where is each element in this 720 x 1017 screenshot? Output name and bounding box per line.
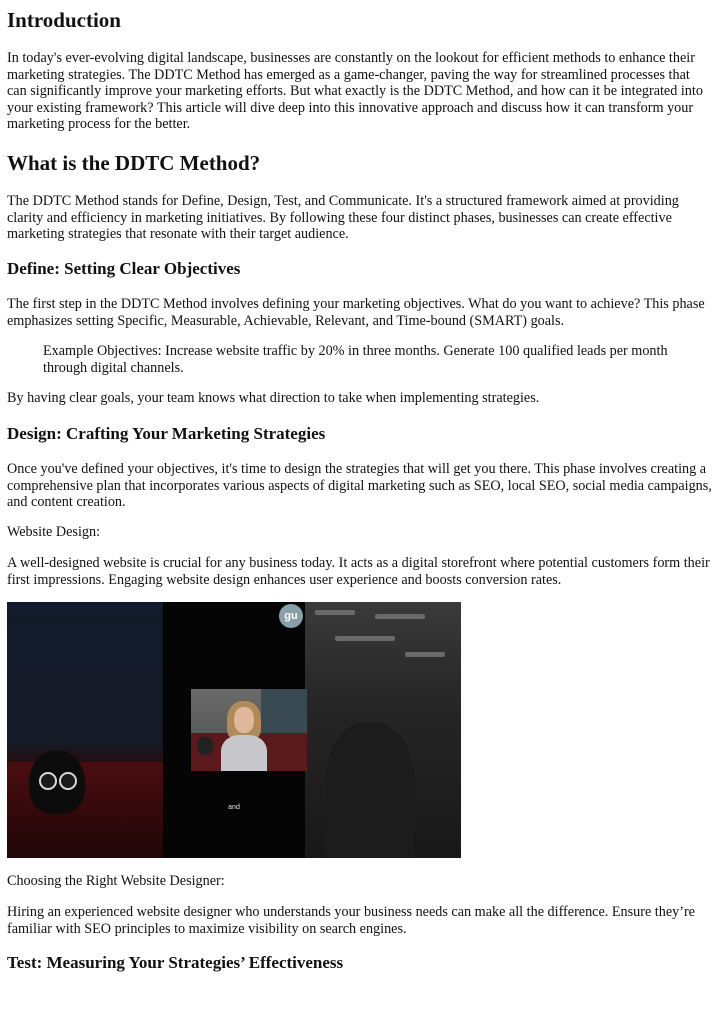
- paragraph-clear-goals: By having clear goals, your team knows what direction to take when implementing strategies.: [7, 390, 540, 406]
- toy-figure: [29, 750, 85, 814]
- video-caption: and: [228, 804, 240, 811]
- video-speaker-frame: [191, 689, 307, 771]
- paragraph-what-is-ddtc: The DDTC Method stands for Define, Design, Test, and Communicate. It's a structured framework aimed at providing clarity and efficiency in marketing initiatives. By following these four distinct phases, businesses can create effective marketing strategies that resonate with their target audience.: [7, 193, 679, 243]
- embedded-video-thumbnail[interactable]: [7, 602, 461, 858]
- blurred-person: [325, 722, 415, 858]
- heading-what-is-ddtc: What is the DDTC Method?: [7, 151, 261, 175]
- paragraph-choosing-designer: Hiring an experienced website designer who understands your business needs can make all the difference. Ensure they’re familiar with SEO principles to maximize visibility on search engines.: [7, 904, 695, 937]
- video-left-panel: [7, 602, 163, 858]
- heading-define: Define: Setting Clear Objectives: [7, 259, 241, 278]
- heading-design: Design: Crafting Your Marketing Strategies: [7, 424, 326, 443]
- heading-test: Test: Measuring Your Strategies’ Effectiveness: [7, 953, 344, 972]
- video-right-panel: [305, 602, 461, 858]
- blockquote-example-objectives: Example Objectives: Increase website traffic by 20% in three months. Generate 100 qualified leads per month through digital channels.: [43, 343, 668, 376]
- paragraph-design: Once you've defined your objectives, it's time to design the strategies that will get you there. This phase involves creating a comprehensive plan that incorporates various aspects of digital marketing such as SEO, local SEO, social media campaigns, and content creation.: [7, 461, 712, 511]
- channel-logo-icon: gu: [279, 604, 303, 628]
- heading-introduction: Introduction: [7, 8, 121, 32]
- paragraph-introduction: In today's ever-evolving digital landscape, businesses are constantly on the lookout for efficient methods to enhance their marketing strategies. The DDTC Method has emerged as a game-changer, paving the way for streamlined processes that can significantly improve your marketing efforts. But what exactly is the DDTC Method, and how can it be integrated into your existing framework? This article will dive deep into this innovative approach and discuss how it can transform your marketing process for the better.: [7, 50, 703, 133]
- paragraph-website-design: A well-designed website is crucial for any business today. It acts as a digital storefront where potential customers form their first impressions. Engaging website design enhances user experience and boosts conversion rates.: [7, 555, 710, 588]
- label-choosing-designer: Choosing the Right Website Designer:: [7, 873, 225, 889]
- speaker: [221, 701, 267, 771]
- paragraph-define: The first step in the DDTC Method involves defining your marketing objectives. What do you want to achieve? This phase emphasizes setting Specific, Measurable, Achievable, Relevant, and Time-bound (SMART) goals.: [7, 296, 705, 329]
- label-website-design: Website Design:: [7, 524, 101, 540]
